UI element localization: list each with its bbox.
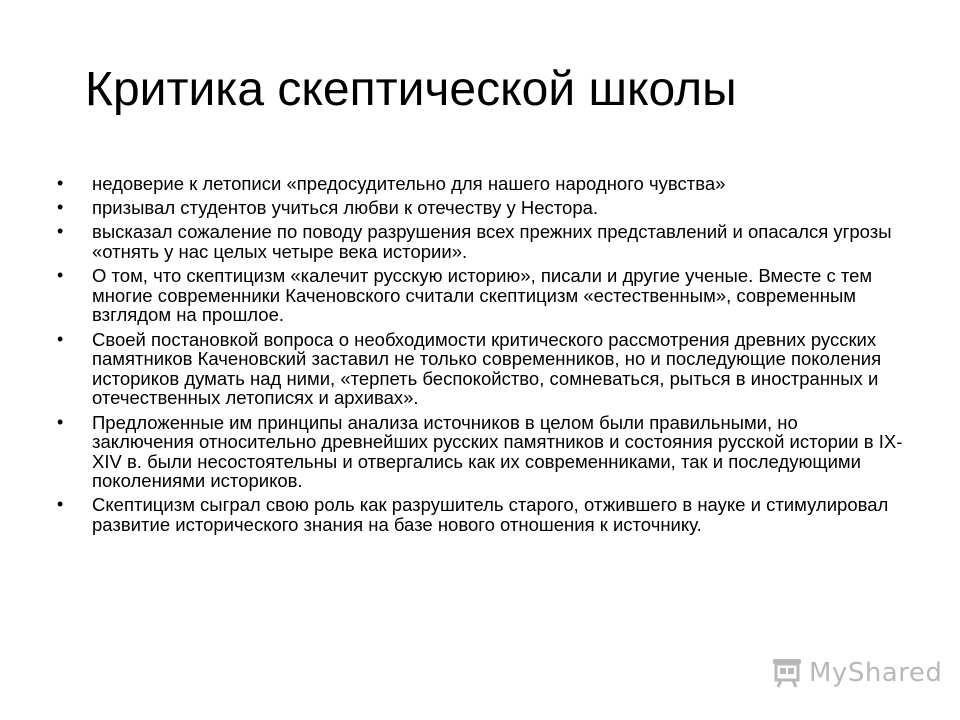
bullet-dot: •: [57, 411, 64, 432]
bullet-item: [57, 330, 903, 408]
bullet-item: [57, 198, 903, 218]
bullet-dot: •: [57, 265, 64, 286]
bullet-text: О том, что скептицизм «калечит русскую историю», писали и другие ученые. Вместе с тем многие современники Каченовского считали скептицизм «естественным», современным взглядом на прошлое.: [92, 265, 873, 326]
bullet-text: Скептицизм сыграл свою роль как разрушитель старого, отжившего в науке и стимулировал развитие исторического знания на базе нового отношения к источнику.: [92, 494, 889, 536]
presentation-board-icon: [770, 656, 804, 690]
watermark-text: MyShared: [809, 658, 943, 688]
bullet-item: [57, 266, 903, 325]
bullet-text: высказал сожаление по поводу разрушения всех прежних представлений и опасался угрозы «отнять у нас целых четыре века истории».: [92, 221, 892, 262]
bullet-text: Своей постановкой вопроса о необходимости критического рассмотрения древних русских памятников Каченовский заставил не только современников, но и последующие поколения историков думать над ними, «терпеть беспокойство, сомневаться, рыться в иностранных и отечественных летописях и архивах».: [92, 328, 882, 409]
bullet-text: призывал студентов учиться любви к отечеству у Нестора.: [92, 197, 599, 219]
bullet-item: [57, 222, 903, 261]
bullet-dot: •: [57, 221, 64, 242]
bullet-item: [57, 413, 903, 491]
bullet-item: [57, 174, 903, 194]
bullet-list: [57, 174, 903, 539]
bullet-dot: •: [57, 494, 64, 515]
bullet-dot: •: [57, 197, 64, 218]
bullet-dot: •: [57, 328, 64, 349]
bullet-text: недоверие к летописи «предосудительно для нашего народного чувства»: [92, 173, 726, 194]
bullet-dot: •: [57, 173, 64, 193]
bullet-item: [57, 495, 903, 534]
slide-title: Критика скептической школы: [85, 63, 737, 116]
bullet-text: Предложенные им принципы анализа источников в целом были правильными, но заключения относительно древнейших русских памятников и состояния русской истории в IX-XIV в. были несостоятельны и отвергались как их современниками, так и последующими поколениями историков.: [92, 411, 903, 492]
watermark-logo: [770, 656, 942, 690]
